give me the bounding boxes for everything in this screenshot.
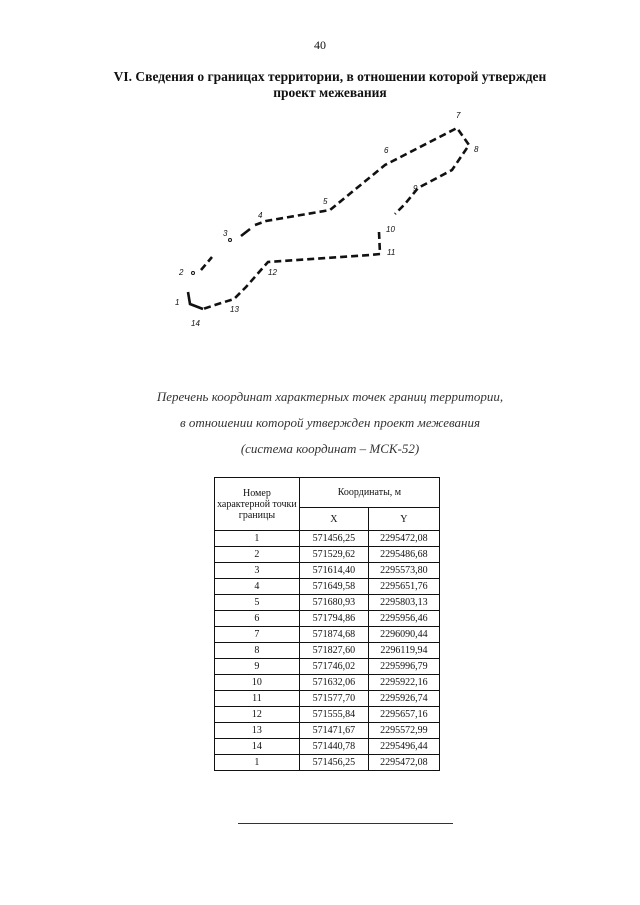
point-label-10: 10: [386, 225, 395, 234]
cell-point-number: 2: [215, 547, 300, 563]
page-number: 40: [314, 38, 326, 52]
point-marker-3: [229, 239, 232, 242]
coordinates-table-body: [215, 531, 440, 771]
table-row: [215, 563, 440, 579]
cell-point-number: 5: [215, 595, 300, 611]
point-label-7: 7: [456, 111, 461, 120]
footer-divider: [238, 823, 453, 824]
cell-y: 2295651,76: [368, 579, 439, 595]
cell-point-number: 7: [215, 627, 300, 643]
point-label-11: 11: [387, 248, 396, 257]
cell-x: 571794,86: [299, 611, 368, 627]
table-row: [215, 659, 440, 675]
point-label-3: 3: [223, 229, 228, 238]
cell-y: 2295657,16: [368, 707, 439, 723]
cell-point-number: 14: [215, 739, 300, 755]
table-caption: [60, 384, 600, 462]
cell-y: 2295926,74: [368, 691, 439, 707]
cell-x: 571746,02: [299, 659, 368, 675]
table-row: [215, 643, 440, 659]
boundary-segment-11-1: [203, 254, 380, 309]
cell-y: 2295922,16: [368, 675, 439, 691]
cell-point-number: 9: [215, 659, 300, 675]
cell-point-number: 1: [215, 755, 300, 771]
cell-x: 571614,40: [299, 563, 368, 579]
cell-y: 2295472,08: [368, 531, 439, 547]
boundary-lines: [201, 128, 469, 309]
table-row: [215, 675, 440, 691]
boundary-segment-2: [201, 257, 212, 270]
table-row: [215, 755, 440, 771]
cell-point-number: 12: [215, 707, 300, 723]
cell-point-number: 8: [215, 643, 300, 659]
cell-x: 571456,25: [299, 755, 368, 771]
cell-x: 571440,78: [299, 739, 368, 755]
table-row: [215, 739, 440, 755]
cell-x: 571456,25: [299, 531, 368, 547]
column-header-y: Y: [368, 508, 439, 531]
table-caption-line-1: Перечень координат характерных точек границ территории,: [156, 389, 504, 404]
point-labels: [175, 111, 479, 328]
table-row: [215, 611, 440, 627]
boundary-segment-4: [241, 229, 250, 236]
point-label-13: 13: [230, 305, 239, 314]
cell-point-number: 11: [215, 691, 300, 707]
cell-y: 2295472,08: [368, 755, 439, 771]
point-label-4: 4: [258, 211, 263, 220]
cell-x: 571632,06: [299, 675, 368, 691]
table-caption-line-3: (система координат – МСК-52): [240, 441, 420, 456]
point-label-14: 14: [191, 319, 200, 328]
table-row: [215, 547, 440, 563]
cell-y: 2295573,80: [368, 563, 439, 579]
column-header-x: X: [299, 508, 368, 531]
cell-point-number: 3: [215, 563, 300, 579]
point-label-9: 9: [413, 184, 418, 193]
point-marker-2: [192, 272, 195, 275]
point-label-5: 5: [323, 197, 328, 206]
cell-y: 2295996,79: [368, 659, 439, 675]
point-label-6: 6: [384, 146, 389, 155]
section-heading-line-1: VI. Сведения о границах территории, в отношении которой утвержден: [113, 69, 547, 84]
cell-point-number: 6: [215, 611, 300, 627]
cell-point-number: 10: [215, 675, 300, 691]
cell-y: 2295496,44: [368, 739, 439, 755]
cell-y: 2295956,46: [368, 611, 439, 627]
cell-point-number: 13: [215, 723, 300, 739]
cell-y: 2295486,68: [368, 547, 439, 563]
cell-x: 571577,70: [299, 691, 368, 707]
cell-x: 571529,62: [299, 547, 368, 563]
point-label-8: 8: [474, 145, 479, 154]
point-label-12: 12: [268, 268, 277, 277]
table-row: [215, 707, 440, 723]
point-label-1: 1: [175, 298, 180, 307]
column-header-point-number: Номер характерной точки границы: [215, 478, 300, 531]
table-row: [215, 691, 440, 707]
cell-x: 571649,58: [299, 579, 368, 595]
cell-x: 571874,68: [299, 627, 368, 643]
cell-point-number: 4: [215, 579, 300, 595]
column-header-coordinates: Координаты, м: [299, 478, 439, 508]
cell-y: 2295803,13: [368, 595, 439, 611]
boundary-segment-10-11: [379, 232, 380, 254]
coordinates-table: [214, 477, 440, 771]
table-row: [215, 579, 440, 595]
table-row: [215, 627, 440, 643]
cell-y: 2296090,44: [368, 627, 439, 643]
table-row: [215, 531, 440, 547]
table-row: [215, 723, 440, 739]
boundary-segment-1-14: [188, 292, 203, 309]
cell-x: 571680,93: [299, 595, 368, 611]
cell-y: 2296119,94: [368, 643, 439, 659]
section-heading-line-2: проект межевания: [273, 85, 387, 100]
table-row: [215, 595, 440, 611]
cell-x: 571471,67: [299, 723, 368, 739]
cell-point-number: 1: [215, 531, 300, 547]
table-caption-line-2: в отношении которой утвержден проект межевания: [179, 415, 481, 430]
boundary-solid-lines: [188, 229, 250, 309]
point-label-2: 2: [179, 268, 184, 277]
cell-y: 2295572,99: [368, 723, 439, 739]
boundary-segment-main: [255, 128, 469, 225]
cell-x: 571827,60: [299, 643, 368, 659]
cell-x: 571555,84: [299, 707, 368, 723]
